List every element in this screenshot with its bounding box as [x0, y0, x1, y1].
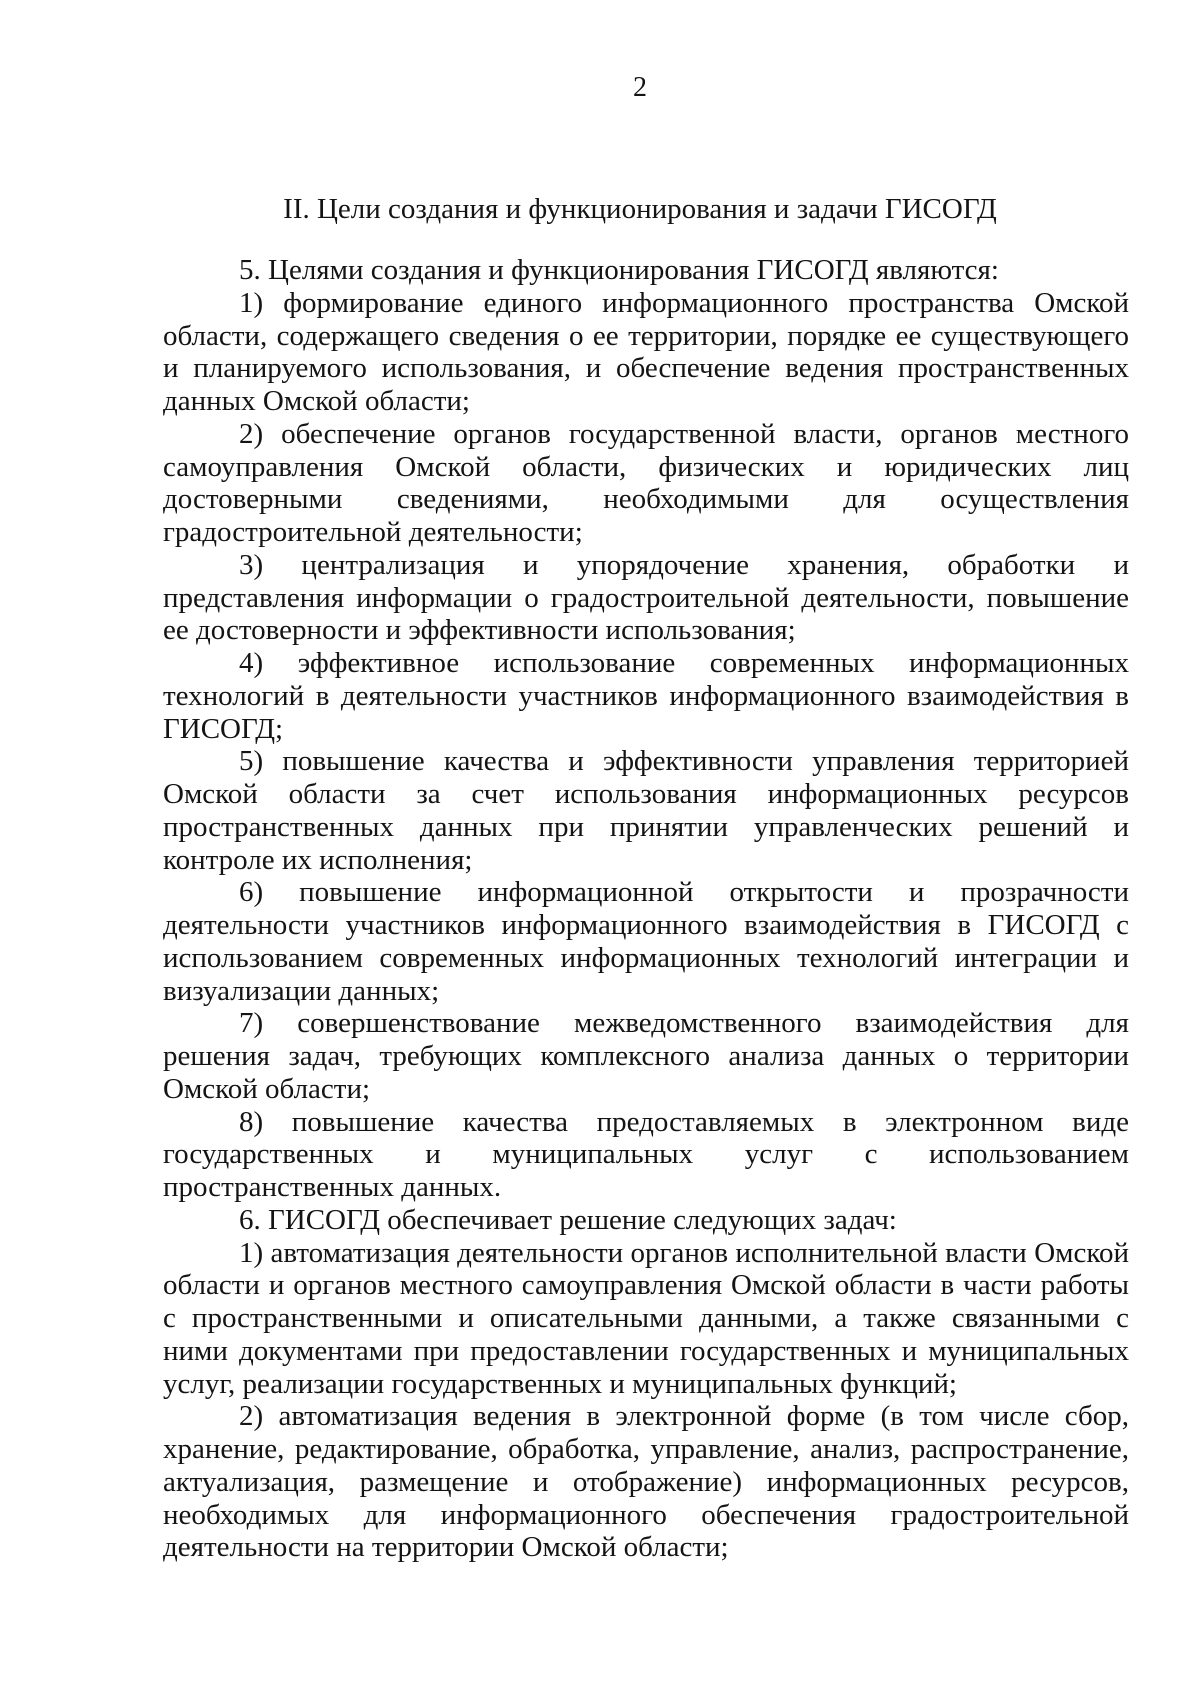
paragraph-task-1: 1) автоматизация деятельности органов исполнительной власти Омской области и органов местного самоуправления Омской области в части работы с пространственными и описательными данными, а также связанными с ними документами при предоставлении государственных и муниципальных услуг, реализации государственных и муниципальных функций; — [163, 1236, 1129, 1400]
paragraph-tasks-intro: 6. ГИСОГД обеспечивает решение следующих задач: — [239, 1203, 897, 1236]
paragraph-task-2: 2) автоматизация ведения в электронной форме (в том числе сбор, хранение, редактирование, обработка, управление, анализ, распространение, актуализация, размещение и отображение) информационных ресурсов, необходимых для информационного обеспечения градостроительной деятельности на территории Омской области; — [163, 1400, 1129, 1564]
paragraph-goal-5: 5) повышение качества и эффективности управления территорией Омской области за счет использования информационных ресурсов пространственных данных при принятии управленческих решений и контроле их исполнения; — [163, 745, 1129, 876]
page-number: 2 — [633, 72, 647, 103]
paragraph-goal-2: 2) обеспечение органов государственной власти, органов местного самоуправления Омской области, физических и юридических лиц достоверными сведениями, необходимыми для осуществления градостроительной деятельности; — [163, 417, 1129, 548]
paragraph-goal-6: 6) повышение информационной открытости и прозрачности деятельности участников информационного взаимодействия в ГИСОГД с использованием современных информационных технологий интеграции и визуализации данных; — [163, 876, 1129, 1007]
paragraph-goals-intro: 5. Целями создания и функционирования ГИСОГД являются: — [239, 254, 999, 286]
document-body — [163, 254, 1129, 1564]
paragraph-goal-1: 1) формирование единого информационного пространства Омской области, содержащего сведения о ее территории, порядке ее существующего и планируемого использования, и обеспечение ведения пространственных данных Омской области; — [163, 286, 1129, 417]
paragraph-goal-3: 3) централизация и упорядочение хранения, обработки и представления информации о градостроительной деятельности, повышение ее достоверности и эффективности использования; — [163, 548, 1129, 647]
section-heading: II. Цели создания и функционирования и задачи ГИСОГД — [283, 193, 997, 225]
paragraph-goal-7: 7) совершенствование межведомственного взаимодействия для решения задач, требующих комплексного анализа данных о территории Омской области; — [163, 1007, 1129, 1105]
paragraph-goal-4: 4) эффективное использование современных информационных технологий в деятельности участников информационного взаимодействия в ГИСОГД; — [163, 647, 1129, 745]
paragraph-goal-8: 8) повышение качества предоставляемых в электронном виде государственных и муниципальных услуг с использованием пространственных данных. — [163, 1105, 1129, 1203]
